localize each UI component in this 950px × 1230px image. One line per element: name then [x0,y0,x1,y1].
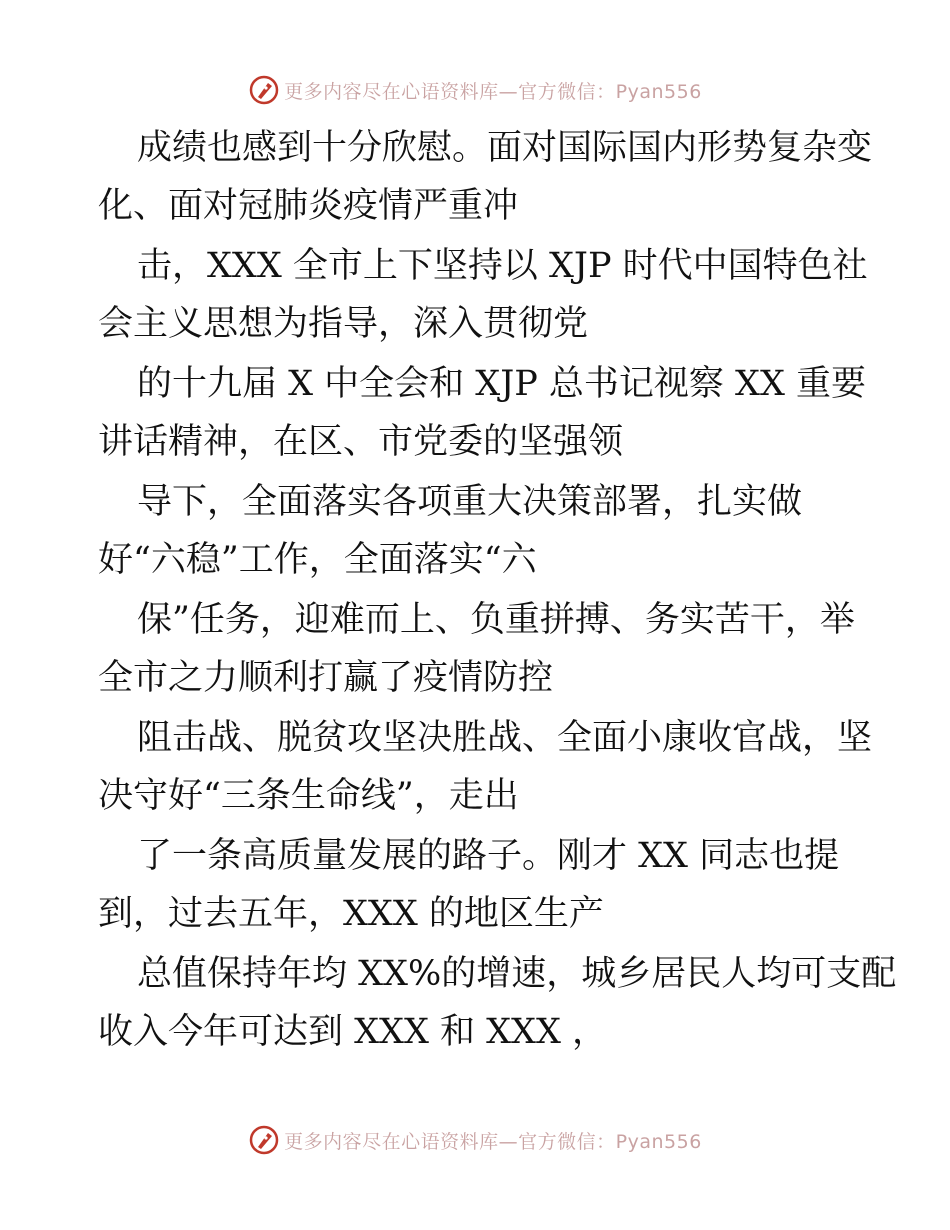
text-line: 阻击战、脱贫攻坚决胜战、全面小康收官战，坚 [137,718,873,758]
text-line: 击，XXX 全市上下坚持以 XJP 时代中国特色社 [137,246,868,286]
pen-nib-logo-icon [248,74,280,106]
pen-nib-logo-icon [248,1124,280,1156]
watermark-text: 更多内容尽在心语资料库—官方微信：Pyan556 [284,80,702,103]
text-line: 成绩也感到十分欣慰。面对国际国内形势复杂变 [137,128,873,168]
header-watermark [0,70,950,110]
text-line: 好“六稳”工作，全面落实“六 [98,540,537,580]
text-line: 收入今年可达到 XXX 和 XXX ， [98,1012,608,1052]
text-line: 会主义思想为指导，深入贯彻党 [98,304,589,344]
text-line: 了一条高质量发展的路子。刚才 XX 同志也提 [137,836,840,876]
text-line: 导下，全面落实各项重大决策部署，扎实做 [137,482,803,522]
text-line: 保”任务，迎难而上、负重拼搏、务实苦干，举 [137,600,855,640]
text-line: 总值保持年均 XX%的增速，城乡居民人均可支配 [137,954,897,994]
text-line: 化、面对冠肺炎疫情严重冲 [98,186,519,226]
text-line: 的十九届 X 中全会和 XJP 总书记视察 XX 重要 [137,364,867,404]
text-line: 到，过去五年，XXX 的地区生产 [98,894,604,934]
footer-watermark [0,1120,950,1160]
text-line: 决守好“三条生命线”，走出 [98,776,519,816]
text-line: 讲话精神，在区、市党委的坚强领 [98,422,624,462]
text-line: 全市之力顺利打赢了疫情防控 [98,658,554,698]
watermark-text: 更多内容尽在心语资料库—官方微信：Pyan556 [284,1130,702,1153]
